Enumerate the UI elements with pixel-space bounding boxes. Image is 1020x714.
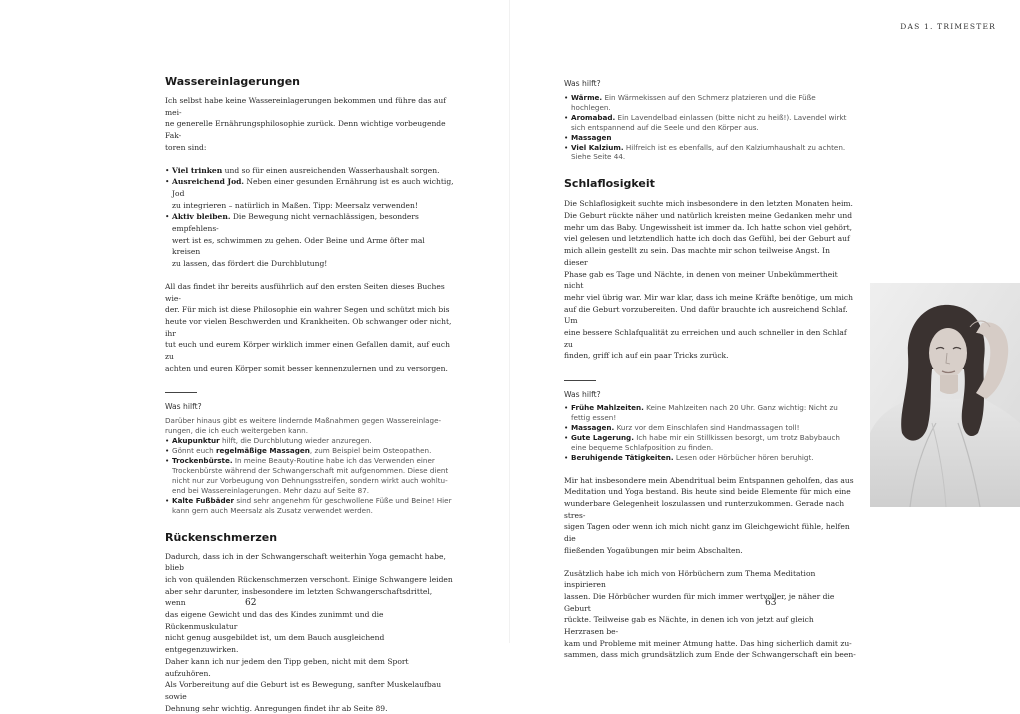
portrait-photo: [870, 283, 1020, 507]
insomnia-paragraph: Die Schlaflosigkeit suchte mich insbesondere in den letzten Monaten heim. Die Geburt rückte näher und natürlich kreisten meine Gedanken mehr und mehr um das Baby. Ungewissheit ist immer da. Ich hatte schon viel gehört, viel gelesen und letztendlich hatte ich doch das Gefühl, bei der Geburt auf mich allein gestellt zu sein. Das machte mir schon teilweise Angst. In dieser Phase gab es Tage und Nächte, in denen von meiner Unbekümmertheit nicht mehr viel übrig war. Mir war klar, dass ich meine Kräfte benötige, um mich auf die Geburt vorzubereiten. Und dafür brauchte ich ausreichend Schlaf. Um eine bessere Schlafqualität zu erreichen und auch schneller in den Schlaf zu finden, griff ich auf ein paar Tricks zurück.: [564, 199, 853, 361]
list-item: • Frühe Mahlzeiten. Keine Mahlzeiten nach 20 Uhr. Ganz wichtig: Nicht zu fettig essen!: [564, 403, 856, 423]
list-item: • Akupunktur hilft, die Durchblutung wieder anzuregen.: [165, 436, 455, 446]
what-helps-label: Was hilft?: [564, 79, 601, 88]
water-retention-heading: Wassereinlagerungen: [165, 75, 300, 88]
helps-intro-text: Darüber hinaus gibt es weitere lindernde Maßnahmen gegen Wassereinlage- rungen, die ich euch weitergeben kann.: [165, 416, 442, 436]
list-item: • Aktiv bleiben. Die Bewegung nicht vernachlässigen, besonders empfehlens- wert ist es, schwimmen zu gehen. Oder Beine und Arme öfter mal kreisen zu lassen, das fördert die Durchblutung!: [165, 211, 455, 270]
back-pain-paragraph: Dadurch, dass ich in der Schwangerschaft weiterhin Yoga gemacht habe, blieb ich von quälenden Rückenschmerzen verschont. Einige Schwangere leiden aber sehr darunter, insbesondere im letzten Schwangerschaftsdrittel, wenn das eigene Gewicht und das des Kindes zunimmt und die Rückenmuskulatur nicht genug ausgebildet ist, um dem Bauch ausgleichend entgegenzuwirken. Daher kann ich nur jedem den Tipp geben, nicht mit dem Sport aufzuhören. Als Vorbereitung auf die Geburt ist es Bewegung, sanfter Muskelaufbau sowie Dehnung sehr wichtig. Anregungen findet ihr ab Seite 89.: [165, 551, 453, 713]
back-pain-heading: Rückenschmerzen: [165, 530, 278, 544]
meditation-paragraph: Mir hat insbesondere mein Abendritual beim Entspannen geholfen, das aus Meditation und Yoga bestand. Bis heute sind beide Elemente für mich eine wunderbare Gelegenheit loszulassen und runterzukommen. Gerade nach stres- sigen Tagen oder wenn ich mich nicht ganz im Gleichgewicht fühle, helfen die fließenden Yogaübungen mir beim Abschalten.: [564, 475, 854, 555]
running-head: DAS 1. TRIMESTER: [900, 22, 996, 31]
back-pain-remedies-list: [564, 93, 856, 162]
list-item: • Gute Lagerung. Ich habe mir ein Stillkissen besorgt, um trotz Babybauch eine bequeme Schlafposition zu finden.: [564, 433, 856, 453]
water-philosophy-paragraph: All das findet ihr bereits ausführlich auf den ersten Seiten dieses Buches wie- der. Für mich ist diese Philosophie ein wahrer Segen und schützt mich bis heute vor vielen Beschwerden und Krankheiten. Ob schwanger oder nicht, ihr tut euch und eurem Körper wirklich immer einen Gefallen damit, auf euch zu achten und euren Körper somit besser kennenzulernen und zu versorgen.: [165, 281, 452, 373]
what-helps-label: Was hilft?: [564, 390, 601, 400]
water-intro-paragraph: Ich selbst habe keine Wassereinlagerungen bekommen und führe das auf mei- ne generelle Ernährungsphilosophie zurück. Denn wichtige vorbeugende Fak- toren sind:: [165, 96, 446, 152]
audiobook-paragraph: Zusätzlich habe ich mich von Hörbüchern zum Thema Meditation inspirieren lassen. Die Hörbücher wurden für mich immer wertvoller, je näher die Geburt rückte. Teilweise gab es Nächte, in denen ich von jetzt auf gleich Herzrasen be- kam und Probleme mit meiner Atmung hatte. Das hing sicherlich damit zu- sammen, dass mich grundsätzlich zum Ende der Schwangerschaft ein been-: [564, 568, 856, 660]
list-item: • Viel Kalzium. Hilfreich ist es ebenfalls, auf den Kalziumhaushalt zu achten. Siehe Seite 44.: [564, 143, 856, 163]
list-item: • Aromabad. Ein Lavendelbad einlassen (bitte nicht zu heiß!). Lavendel wirkt sich entspannend auf die Seele und den Körper aus.: [564, 113, 856, 133]
list-item: • Viel trinken und so für einen ausreichenden Wasserhaushalt sorgen.: [165, 165, 455, 177]
what-helps-label: Was hilft?: [165, 402, 202, 412]
list-item: • Ausreichend Jod. Neben einer gesunden Ernährung ist es auch wichtig, Jod zu integrieren – natürlich in Maßen. Tipp: Meersalz verwenden!: [165, 176, 455, 211]
list-item: • Beruhigende Tätigkeiten. Lesen oder Hörbücher hören beruhigt.: [564, 453, 856, 463]
list-item: • Gönnt euch regelmäßige Massagen, zum Beispiel beim Osteopathen.: [165, 446, 455, 456]
section-divider: [564, 380, 596, 381]
insomnia-heading: Schlaflosigkeit: [564, 177, 655, 191]
list-item: • Wärme. Ein Wärmekissen auf den Schmerz platzieren und die Füße hochlegen.: [564, 93, 856, 113]
list-item: • Massagen. Kurz vor dem Einschlafen sind Handmassagen toll!: [564, 423, 856, 433]
sleep-remedies-list: [564, 403, 856, 462]
page-number-left: 62: [245, 598, 257, 608]
page-number-right: 63: [765, 598, 777, 608]
list-item: • Massagen: [564, 133, 856, 143]
right-column: [564, 78, 856, 661]
list-item: • Trockenbürste. In meine Beauty-Routine habe ich das Verwenden einer Trockenbürste während der Schwangerschaft mit aufgenommen. Diese dient nicht nur zur Vorbeugung von Dehnungsstreifen, sondern wirkt auch wohltu- end bei Wassereinlagerungen. Mehr dazu auf Seite 87.: [165, 456, 455, 496]
list-item: • Kalte Fußbäder sind sehr angenehm für geschwollene Füße und Beine! Hier kann gern auch Meersalz als Zusatz verwendet werden.: [165, 496, 455, 516]
